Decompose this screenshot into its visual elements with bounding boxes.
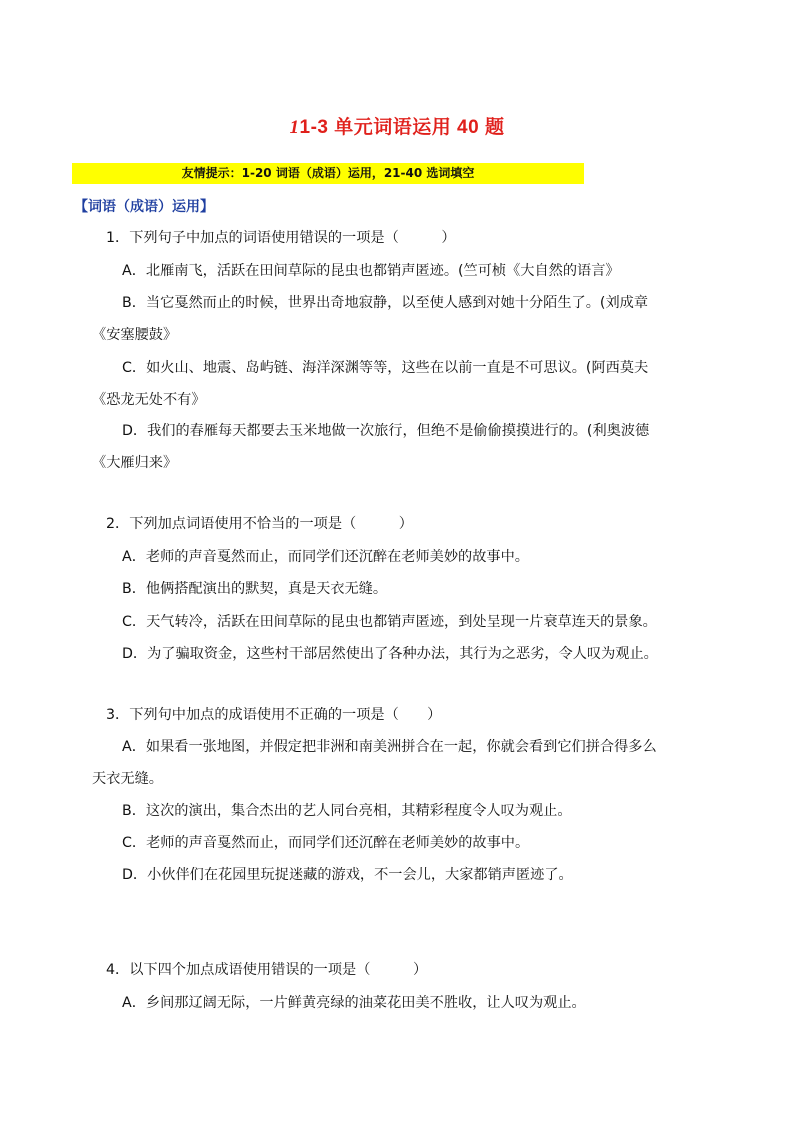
question-1-option-b: B．当它戛然而止的时候，世界出奇地寂静，以至使人感到对她十分陌生了。(刘成章	[122, 295, 649, 311]
question-1-option-a: A．北雁南飞，活跃在田间草际的昆虫也都销声匿迹。(竺可桢《大自然的语言》	[122, 263, 620, 279]
question-3-option-b: B．这次的演出，集合杰出的艺人同台亮相，其精彩程度令人叹为观止。	[122, 803, 572, 819]
question-3-option-a: A．如果看一张地图，并假定把非洲和南美洲拼合在一起，你就会看到它们拼合得多么	[122, 739, 657, 755]
question-1-option-c: C．如火山、地震、岛屿链、海洋深渊等等，这些在以前一直是不可思议。(阿西莫夫	[122, 360, 649, 376]
question-1-option-d-cont: 《大雁归来》	[92, 455, 178, 471]
question-1-stem: 1．下列句子中加点的词语使用错误的一项是（ ）	[106, 230, 456, 246]
question-3-option-d: D．小伙伴们在花园里玩捉迷藏的游戏，不一会儿，大家都销声匿迹了。	[122, 867, 573, 883]
question-1-option-b-cont: 《安塞腰鼓》	[92, 327, 178, 343]
question-2-option-c: C．天气转冷，活跃在田间草际的昆虫也都销声匿迹，到处呈现一片衰草连天的景象。	[122, 614, 657, 630]
question-1-option-c-cont: 《恐龙无处不有》	[92, 392, 206, 408]
question-2-option-a: A．老师的声音戛然而止，而同学们还沉醉在老师美妙的故事中。	[122, 549, 529, 565]
question-4-stem: 4．以下四个加点成语使用错误的一项是（ ）	[106, 962, 428, 978]
question-2-option-d: D．为了骗取资金，这些村干部居然使出了各种办法，其行为之恶劣，令人叹为观止。	[122, 646, 658, 662]
title-prefix: 1	[289, 117, 300, 138]
question-4-option-a: A．乡间那辽阔无际，一片鲜黄亮绿的油菜花田美不胜收，让人叹为观止。	[122, 995, 586, 1011]
question-3-option-c: C．老师的声音戛然而止，而同学们还沉醉在老师美妙的故事中。	[122, 835, 530, 851]
question-2-stem: 2．下列加点词语使用不恰当的一项是（ ）	[106, 516, 413, 532]
section-heading: 【词语（成语）运用】	[74, 199, 214, 215]
page-title	[0, 112, 794, 139]
question-1-option-d: D．我们的春雁每天都要去玉米地做一次旅行，但绝不是偷偷摸摸进行的。(利奥波德	[122, 423, 650, 439]
question-3-stem: 3．下列句中加点的成语使用不正确的一项是（ ）	[106, 707, 442, 723]
title-text: 1-3 单元词语运用 40 题	[299, 117, 505, 138]
question-2-option-b: B．他俩搭配演出的默契，真是天衣无缝。	[122, 581, 388, 597]
tip-banner: 友情提示：1-20 词语（成语）运用，21-40 选词填空	[72, 163, 584, 184]
question-3-option-a-cont: 天衣无缝。	[92, 771, 163, 787]
